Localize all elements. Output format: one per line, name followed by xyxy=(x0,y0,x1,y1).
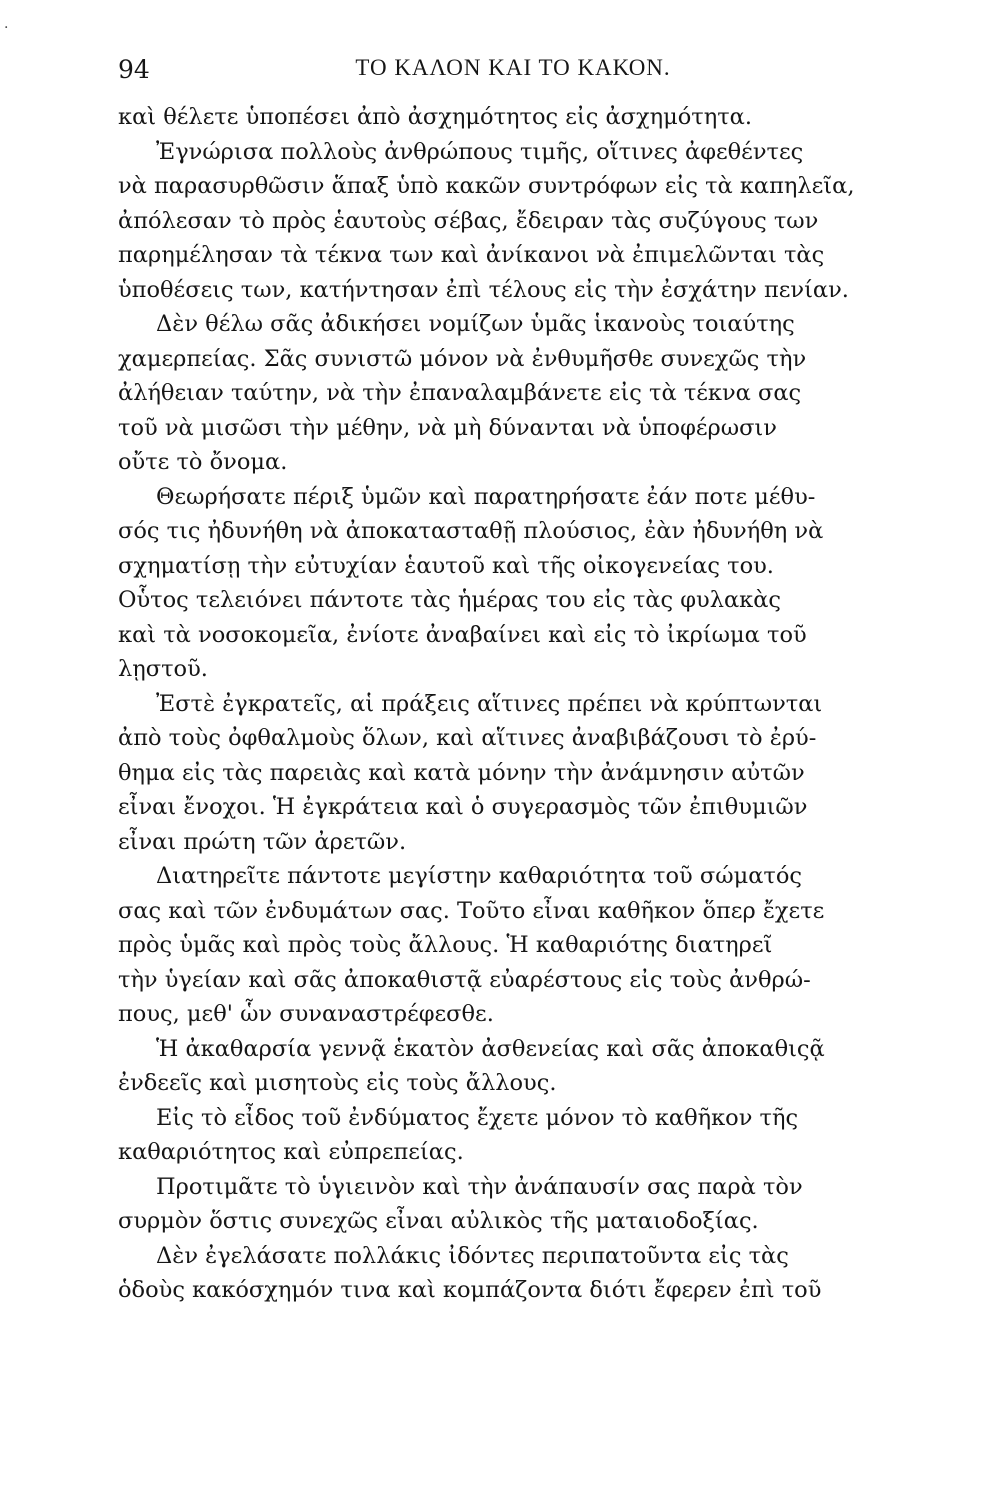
text-line: Δὲν θέλω σᾶς ἀδικήσει νομίζων ὑμᾶς ἱκανοὺς τοιαύτης xyxy=(156,311,795,337)
text-line: καὶ θέλετε ὑποπέσει ἀπὸ ἀσχημότητος εἰς ἀσχημότητα. xyxy=(118,104,753,130)
running-head: ΤΟ ΚΑΛΟΝ ΚΑΙ ΤΟ ΚΑΚΟΝ. xyxy=(355,55,671,80)
text-line: πους, μεθ' ὧν συναναστρέφεσθε. xyxy=(118,1001,494,1027)
text-line: νὰ παρασυρθῶσιν ἅπαξ ὑπὸ κακῶν συντρόφων εἰς τὰ καπηλεῖα, xyxy=(118,173,855,199)
text-line: συρμὸν ὅστις συνεχῶς εἶναι αὐλικὸς τῆς ματαιοδοξίας. xyxy=(118,1208,759,1234)
text-line: καὶ τὰ νοσοκομεῖα, ἐνίοτε ἀναβαίνει καὶ εἰς τὸ ἰκρίωμα τοῦ xyxy=(118,621,807,648)
text-line: Ἐστὲ ἐγκρατεῖς, αἱ πράξεις αἵτινες πρέπει νὰ κρύπτωνται xyxy=(156,690,823,717)
text-line: τοῦ νὰ μισῶσι τὴν μέθην, νὰ μὴ δύνανται νὰ ὑποφέρωσιν xyxy=(118,414,777,441)
text-line: Θεωρήσατε πέριξ ὑμῶν καὶ παρατηρήσατε ἐάν ποτε μέθυ- xyxy=(156,483,816,510)
text-line: ἐνδεεῖς καὶ μισητοὺς εἰς τοὺς ἄλλους. xyxy=(118,1070,557,1096)
text-line: ἀλήθειαν ταύτην, νὰ τὴν ἐπαναλαμβάνετε εἰς τὰ τέκνα σας xyxy=(118,380,802,406)
text-line: καθαριότητος καὶ εὐπρεπείας. xyxy=(118,1139,464,1165)
text-line: σας καὶ τῶν ἐνδυμάτων σας. Τοῦτο εἶναι καθῆκον ὅπερ ἔχετε xyxy=(118,897,825,924)
text-line: ἀπὸ τοὺς ὀφθαλμοὺς ὅλων, καὶ αἵτινες ἀναβιβάζουσι τὸ ἐρύ- xyxy=(118,725,817,751)
text-line: ὁδοὺς κακόσχημόν τινα καὶ κομπάζοντα διότι ἔφερεν ἐπὶ τοῦ xyxy=(118,1277,822,1303)
text-line: παρημέλησαν τὰ τέκνα των καὶ ἀνίκανοι νὰ ἐπιμελῶνται τὰς xyxy=(118,242,825,268)
body-text xyxy=(118,100,908,1308)
text-line: Ἡ ἀκαθαρσία γεννᾷ ἑκατὸν ἀσθενείας καὶ σᾶς ἀποκαθιςᾷ xyxy=(156,1035,825,1062)
text-line: ὑποθέσεις των, κατήντησαν ἐπὶ τέλους εἰς τὴν ἐσχάτην πενίαν. xyxy=(118,276,849,303)
text-line: χαμερπείας. Σᾶς συνιστῶ μόνον νὰ ἐνθυμῆσθε συνεχῶς τὴν xyxy=(118,345,807,372)
page-header xyxy=(118,55,908,89)
text-line: εἶναι πρώτη τῶν ἀρετῶν. xyxy=(118,828,407,855)
text-line: οὔτε τὸ ὄνομα. xyxy=(118,449,288,475)
text-line: λῃστοῦ. xyxy=(118,656,208,682)
text-line: σός τις ἠδυνήθη νὰ ἀποκατασταθῇ πλούσιος, ἐὰν ἠδυνήθη νὰ xyxy=(118,518,824,544)
text-line: Διατηρεῖτε πάντοτε μεγίστην καθαριότητα τοῦ σώματός xyxy=(156,863,802,889)
page-number: 94 xyxy=(118,55,150,84)
text-line: Εἰς τὸ εἶδος τοῦ ἐνδύματος ἔχετε μόνον τὸ καθῆκον τῆς xyxy=(156,1104,799,1131)
margin-mark: · xyxy=(4,20,9,36)
text-line: Προτιμᾶτε τὸ ὑγιεινὸν καὶ τὴν ἀνάπαυσίν σας παρὰ τὸν xyxy=(156,1173,803,1200)
text-line: σχηματίσῃ τὴν εὐτυχίαν ἑαυτοῦ καὶ τῆς οἰκογενείας του. xyxy=(118,552,774,579)
text-line: τὴν ὑγείαν καὶ σᾶς ἀποκαθιστᾷ εὐαρέστους εἰς τοὺς ἀνθρώ- xyxy=(118,966,811,993)
text-line: θημα εἰς τὰς παρειὰς καὶ κατὰ μόνην τὴν ἀνάμνησιν αὐτῶν xyxy=(118,759,805,786)
text-line: πρὸς ὑμᾶς καὶ πρὸς τοὺς ἄλλους. Ἡ καθαριότης διατηρεῖ xyxy=(118,932,773,958)
text-line: Ἐγνώρισα πολλοὺς ἀνθρώπους τιμῆς, οἵτινες ἀφεθέντες xyxy=(156,138,804,165)
text-line: ἀπόλεσαν τὸ πρὸς ἑαυτοὺς σέβας, ἔδειραν τὰς συζύγους των xyxy=(118,207,819,234)
text-line: εἶναι ἔνοχοι. Ἡ ἐγκράτεια καὶ ὁ συγερασμὸς τῶν ἐπιθυμιῶν xyxy=(118,794,808,820)
text-line: Οὗτος τελειόνει πάντοτε τὰς ἡμέρας του εἰς τὰς φυλακὰς xyxy=(118,587,782,613)
text-line: Δὲν ἐγελάσατε πολλάκις ἰδόντες περιπατοῦντα εἰς τὰς xyxy=(156,1242,789,1269)
